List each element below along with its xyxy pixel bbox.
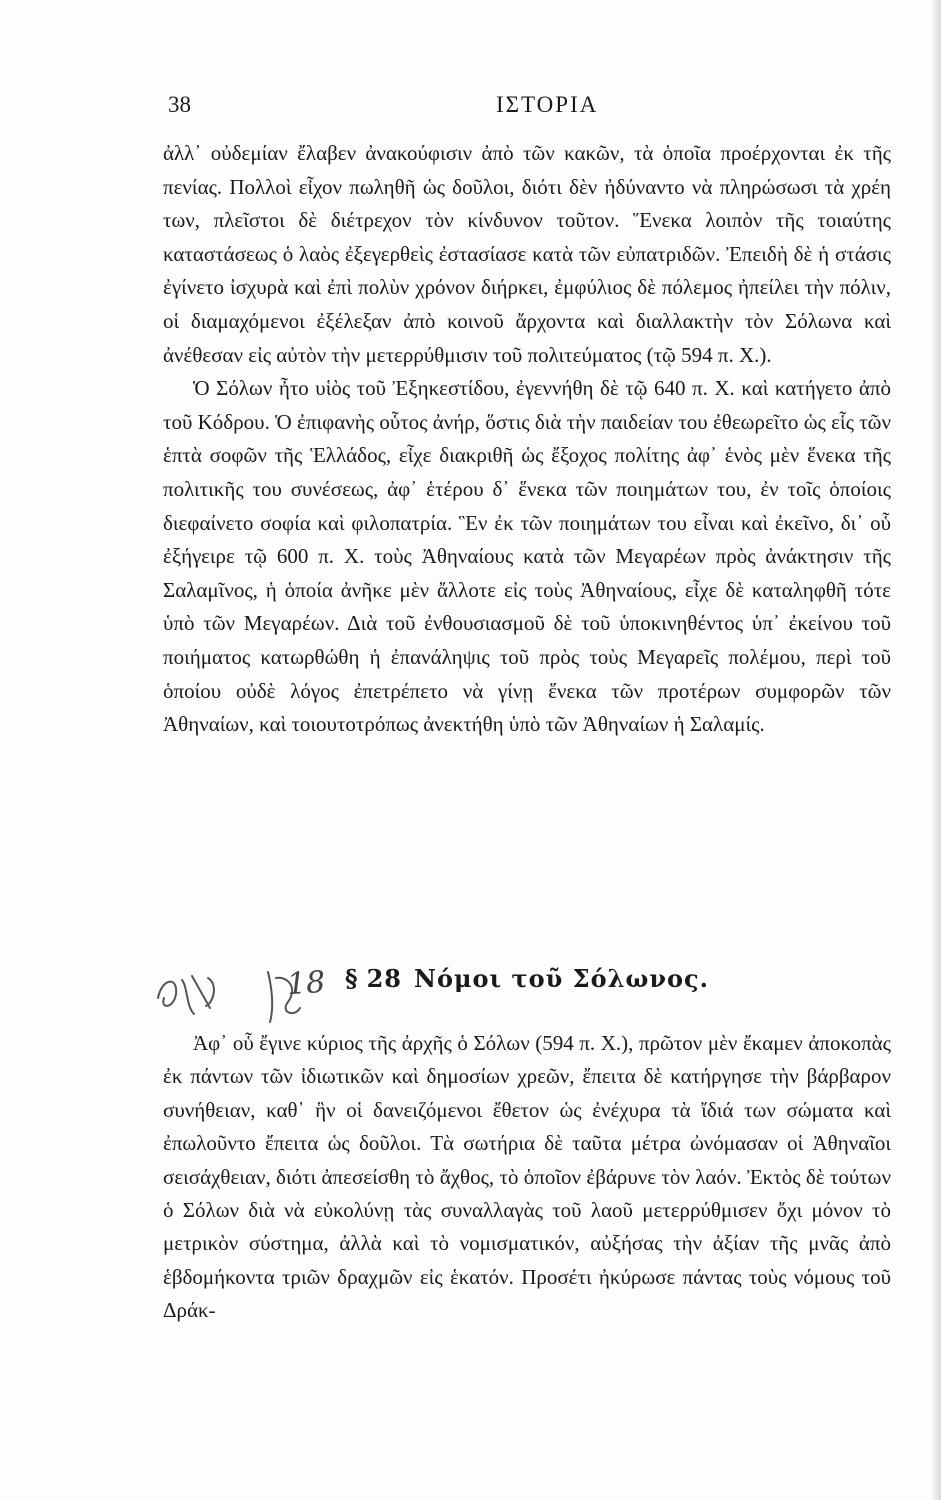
page-edge-shadow	[931, 0, 941, 1500]
section-title: Νόμοι τοῦ Σόλωνος.	[414, 964, 709, 993]
section-text	[163, 1027, 891, 1328]
section-number: 28	[366, 964, 403, 993]
page-header	[168, 92, 888, 126]
running-head: ΙΣΤΟΡΙΑ	[496, 92, 599, 117]
handwritten-note: 18	[285, 964, 327, 1003]
page-number: 38	[168, 92, 191, 117]
section-heading	[163, 964, 891, 993]
section-mark: §	[345, 964, 359, 993]
paragraph-1: ἀλλ᾽ οὐδεμίαν ἔλαβεν ἀνακούφισιν ἀπὸ τῶν κακῶν, τὰ ὁποῖα προέρχονται ἐκ τῆς πενίας. Πολλοὶ εἶχον πωληθῆ ὡς δοῦλοι, διότι δὲν ἠδύναντο νὰ πληρώσωσι τὰ χρέη των, πλεῖστοι δὲ διέτρεχον τὸν κίνδυνον τοῦτον. Ἕνεκα λοιπὸν τῆς τοιαύτης καταστάσεως ὁ λαὸς ἐξεγερθεὶς ἐστασίασε κατὰ τῶν εὐπατριδῶν. Ἐπειδὴ δὲ ἡ στάσις ἐγίνετο ἰσχυρὰ καὶ ἐπὶ πολὺν χρόνον διήρκει, ἐμφύλιος δὲ πόλεμος ἠπείλει τὴν πόλιν, οἱ διαμαχόμενοι ἐξέλεξαν ἀπὸ κοινοῦ ἄρχοντα καὶ διαλλακτὴν τὸν Σόλωνα καὶ ἀνέθεσαν εἰς αὐτὸν τὴν μετερρύθμισιν τοῦ πολιτεύματος (τῷ 594 π. Χ.).	[163, 141, 891, 367]
section-paragraph-1: Ἀφ᾽ οὗ ἔγινε κύριος τῆς ἀρχῆς ὁ Σόλων (594 π. Χ.), πρῶτον μὲν ἔκαμεν ἀποκοπὰς ἐκ πάντων τῶν ἰδιωτικῶν καὶ δημοσίων χρεῶν, ἔπειτα δὲ κατήργησε τὴν βάρβαρον συνήθειαν, καθ᾽ ἣν οἱ δανειζόμενοι ἔθετον ὡς ἐνέχυρα τὰ ἴδιά των σώματα καὶ ἐπωλοῦντο ἔπειτα ὡς δοῦλοι. Τὰ σωτήρια δὲ ταῦτα μέτρα ὠνόμασαν οἱ Ἀθηναῖοι σεισάχθειαν, διότι ἀπεσείσθη τὸ ἄχθος, τὸ ὁποῖον ἐβάρυνε τὸν λαόν. Ἐκτὸς δὲ τούτων ὁ Σόλων διὰ νὰ εὐκολύνῃ τὰς συναλλαγὰς τοῦ λαοῦ μετερρύθμισεν ὄχι μόνον τὸ μετρικὸν σύστημα, ἀλλὰ καὶ τὸ νομισματικόν, αὐξήσας τὴν ἀξίαν τῆς μνᾶς ἀπὸ ἑβδομήκοντα τριῶν δραχμῶν εἰς ἑκατόν. Προσέτι ἠκύρωσε πάντας τοὺς νόμους τοῦ Δράκ-	[163, 1031, 891, 1323]
main-text	[163, 137, 891, 742]
paragraph-2: Ὁ Σόλων ἦτο υἱὸς τοῦ Ἐξηκεστίδου, ἐγεννήθη δὲ τῷ 640 π. Χ. καὶ κατήγετο ἀπὸ τοῦ Κόδρου. Ὁ ἐπιφανὴς οὗτος ἀνήρ, ὅστις διὰ τὴν παιδείαν του ἐθεωρεῖτο ὡς εἷς τῶν ἑπτὰ σοφῶν τῆς Ἑλλάδος, εἶχε διακριθῆ ὡς ἔξοχος πολίτης ἀφ᾽ ἑνὸς μὲν ἕνεκα τῆς πολιτικῆς του συνέσεως, ἀφ᾽ ἑτέρου δ᾽ ἕνεκα τῶν ποιημάτων του, ἐν τοῖς ὁποίοις διεφαίνετο σοφία καὶ φιλοπατρία. Ἓν ἐκ τῶν ποιημάτων του εἶναι καὶ ἐκεῖνο, δι᾽ οὗ ἐξήγειρε τῷ 600 π. Χ. τοὺς Ἀθηναίους κατὰ τῶν Μεγαρέων πρὸς ἀνάκτησιν τῆς Σαλαμῖνος, ἡ ὁποία ἀνῆκε μὲν ἄλλοτε εἰς τοὺς Ἀθηναίους, εἶχε δὲ καταληφθῆ τότε ὑπὸ τῶν Μεγαρέων. Διὰ τοῦ ἐνθουσιασμοῦ δὲ τοῦ ὑποκινηθέντος ὑπ᾽ ἐκείνου τοῦ ποιήματος κατωρθώθη ἡ ἐπανάληψις τοῦ πρὸς τοὺς Μεγαρεῖς πολέμου, περὶ τοῦ ὁποίου οὐδὲ λόγος ἐπετρέπετο νὰ γίνῃ ἕνεκα τῶν προτέρων συμφορῶν τῶν Ἀθηναίων, καὶ τοιουτοτρόπως ἀνεκτήθη ὑπὸ τῶν Ἀθηναίων ἡ Σαλαμίς.	[163, 376, 891, 737]
